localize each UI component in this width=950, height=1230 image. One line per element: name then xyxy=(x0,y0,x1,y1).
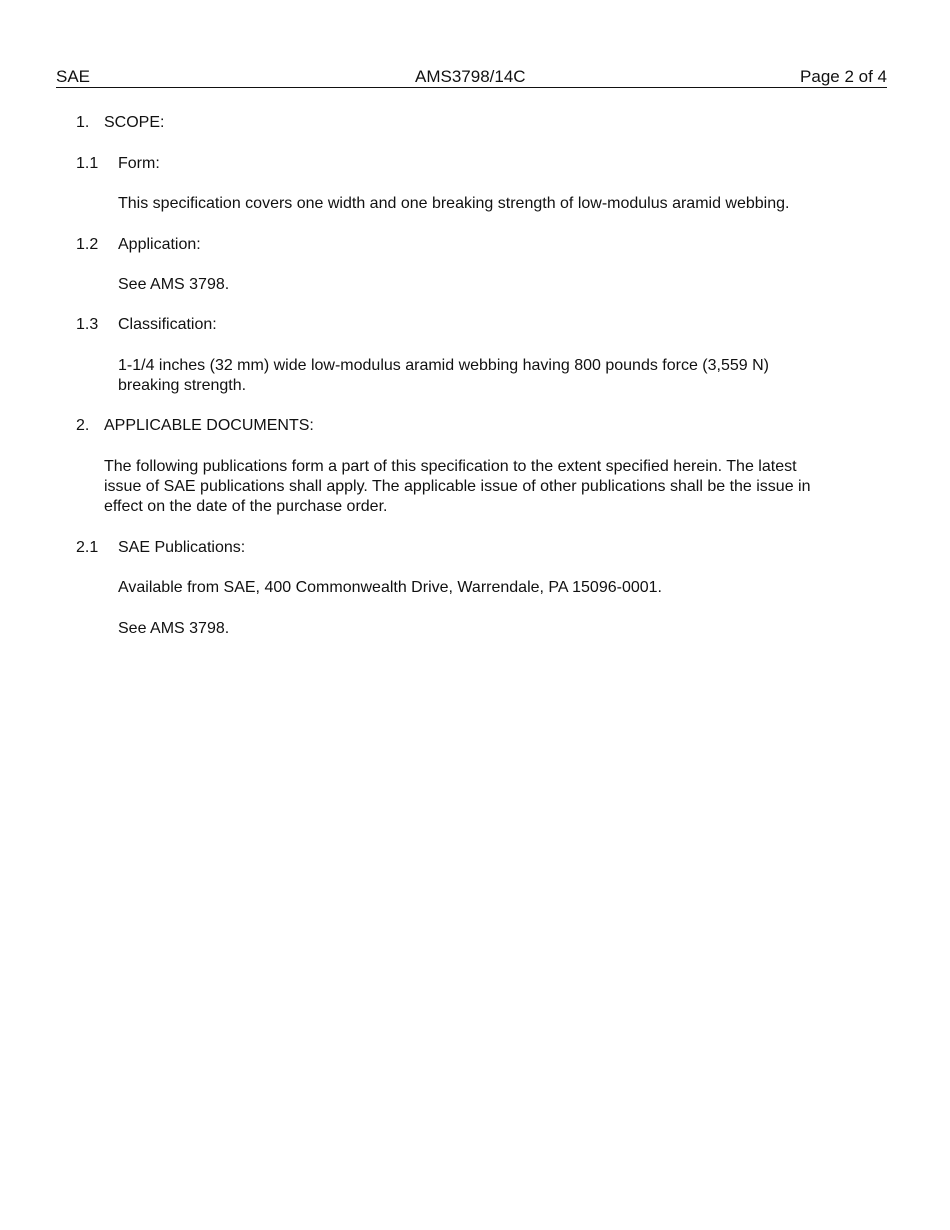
section-1-1-number: 1.1 xyxy=(76,155,99,172)
header-doc-id: AMS3798/14C xyxy=(415,67,526,86)
section-1-1-title: Form: xyxy=(118,155,160,172)
section-2-text-line-1: The following publications form a part of this specification to the extent specified herein. The latest xyxy=(104,458,797,475)
section-1-3-text-line-2: breaking strength. xyxy=(118,377,247,394)
section-1-2-text: See AMS 3798. xyxy=(118,276,230,293)
section-2-1-text-address: Available from SAE, 400 Commonwealth Drive, Warrendale, PA 15096-0001. xyxy=(118,579,662,596)
header-page-number: Page 2 of 4 xyxy=(800,67,887,86)
section-2-text-line-3: effect on the date of the purchase order. xyxy=(104,498,388,515)
header-org: SAE xyxy=(56,67,91,86)
section-1-1-text: This specification covers one width and one breaking strength of low-modulus aramid webbing. xyxy=(118,195,790,212)
section-1-3-text-line-1: 1-1/4 inches (32 mm) wide low-modulus aramid webbing having 800 pounds force (3,559 N) xyxy=(118,357,769,374)
page-header xyxy=(56,67,887,88)
section-1-2-title: Application: xyxy=(118,236,201,253)
section-1-title: SCOPE: xyxy=(104,114,165,131)
section-2-1-number: 2.1 xyxy=(76,539,99,556)
section-1-3-title: Classification: xyxy=(118,316,217,333)
section-1-number: 1. xyxy=(76,114,90,131)
section-2-1-text-reference: See AMS 3798. xyxy=(118,620,230,637)
section-1-2-number: 1.2 xyxy=(76,236,99,253)
section-2-1-title: SAE Publications: xyxy=(118,539,246,556)
section-1-3-number: 1.3 xyxy=(76,316,99,333)
section-2-text-line-2: issue of SAE publications shall apply. The applicable issue of other publications shall be the issue in xyxy=(104,478,811,495)
section-2-title: APPLICABLE DOCUMENTS: xyxy=(104,417,314,434)
section-2-number: 2. xyxy=(76,417,90,434)
